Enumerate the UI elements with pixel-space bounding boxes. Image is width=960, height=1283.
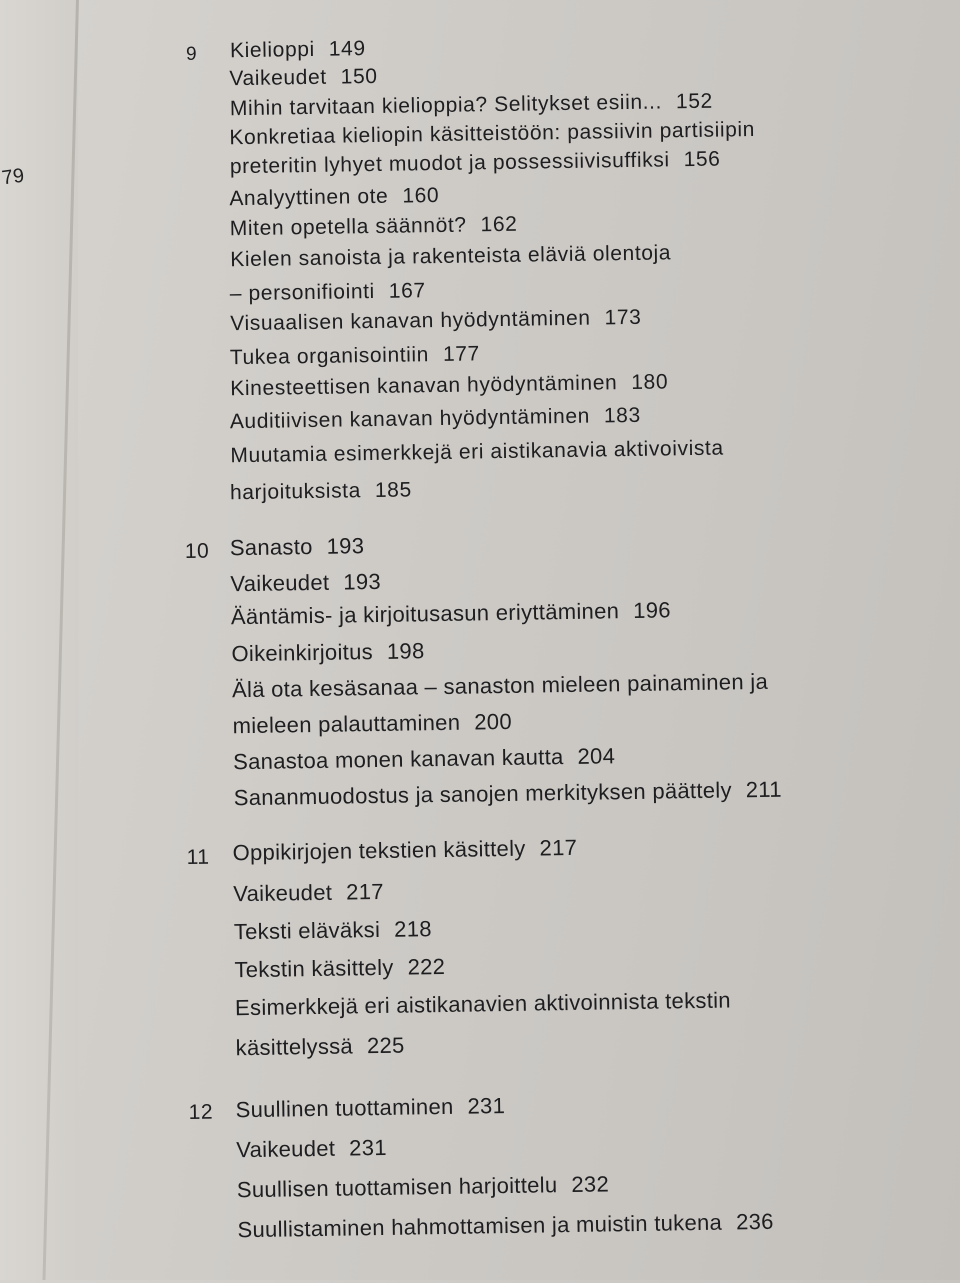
- entry-page: 156: [683, 148, 720, 172]
- toc-entry: [230, 478, 412, 505]
- entry-page: 180: [631, 370, 668, 394]
- entry-text: Teksti eläväksi: [234, 917, 381, 944]
- toc-entry: [237, 1209, 774, 1243]
- toc-entry: [233, 743, 615, 775]
- entry-text: Oikeinkirjoitus: [231, 639, 373, 666]
- entry-text: Kinesteettisen kanavan hyödyntäminen: [230, 371, 617, 400]
- entry-page: 162: [480, 213, 517, 237]
- toc-entry: [236, 1135, 387, 1163]
- toc-entry: [230, 370, 668, 401]
- toc-entry: [230, 148, 721, 180]
- toc-entry: [230, 306, 641, 336]
- toc-entry: [234, 916, 432, 945]
- toc-entry: [229, 184, 439, 211]
- entry-text: Tekstin käsittely: [234, 955, 394, 982]
- chapter-title: [230, 37, 366, 63]
- toc-entry: [230, 342, 480, 370]
- entry-page: 152: [676, 90, 713, 114]
- entry-text: käsittelyssä: [235, 1033, 353, 1060]
- toc-entry: [233, 879, 384, 907]
- entry-text: Tukea organisointiin: [230, 343, 430, 369]
- toc-entry: [231, 638, 424, 667]
- entry-page: 204: [577, 743, 615, 769]
- toc-entry: [234, 777, 782, 812]
- chapter-title: [230, 533, 365, 561]
- entry-text: Esimerkkejä eri aistikanavien aktivoinnista tekstin: [235, 987, 731, 1020]
- entry-text: Miten opetella säännöt?: [230, 214, 467, 241]
- entry-text: Vaikeudet: [236, 1136, 335, 1163]
- chapter-11: [0, 0, 959, 3]
- entry-page: 222: [407, 954, 445, 980]
- entry-page: 173: [604, 306, 641, 330]
- toc-entry: [237, 1171, 610, 1203]
- toc-entry: [232, 669, 782, 704]
- toc-entry: [234, 954, 445, 983]
- toc-entry: [229, 65, 377, 91]
- entry-text: Sanastoa monen kanavan kautta: [233, 744, 564, 774]
- entry-text: Suullistaminen hahmottamisen ja muistin tukena: [237, 1210, 722, 1243]
- entry-page: 217: [346, 879, 384, 905]
- toc-entry: [231, 597, 671, 630]
- chapter-title: [235, 1093, 505, 1123]
- toc-entry: [229, 118, 769, 150]
- entry-page: 200: [474, 709, 512, 735]
- entry-text: Mihin tarvitaan kielioppia? Selitykset esiin...: [230, 90, 662, 120]
- entry-page: 193: [326, 533, 364, 559]
- toc-entry: [230, 213, 518, 242]
- entry-page: 236: [736, 1209, 774, 1235]
- toc-entry: [230, 279, 426, 306]
- entry-page: 218: [394, 916, 432, 942]
- chapter-number: 11: [187, 846, 210, 870]
- entry-text: Vaikeudet: [230, 570, 329, 597]
- bleed-through-page-number: 79: [1, 165, 26, 191]
- entry-text: harjoituksista: [230, 479, 361, 504]
- chapter-12: [0, 0, 959, 3]
- entry-text: Muutamia esimerkkejä eri aistikanavia aktivoivista: [230, 437, 724, 468]
- entry-page: 150: [341, 65, 378, 89]
- entry-text: Auditiivisen kanavan hyödyntäminen: [230, 405, 590, 434]
- chapter-9: [0, 0, 959, 3]
- entry-text: Oppikirjojen tekstien käsittely: [232, 836, 525, 866]
- entry-text: Ääntämis- ja kirjoitusasun eriyttäminen: [231, 598, 620, 629]
- entry-text: Analyyttinen ote: [229, 185, 388, 210]
- entry-page: 217: [539, 835, 577, 861]
- entry-text: Kielen sanoista ja rakenteista eläviä olentoja: [230, 241, 671, 271]
- entry-text: Sanasto: [230, 534, 313, 560]
- toc-entry: [235, 987, 745, 1021]
- entry-text: Visuaalisen kanavan hyödyntäminen: [230, 307, 591, 336]
- entry-text: – personifiointi: [230, 280, 375, 305]
- entry-page: 232: [571, 1171, 609, 1197]
- entry-page: 149: [329, 37, 366, 61]
- entry-text: Sananmuodostus ja sanojen merkityksen päättely: [234, 777, 732, 810]
- entry-page: 185: [375, 478, 412, 502]
- toc-entry: [235, 1033, 404, 1062]
- entry-page: 198: [387, 638, 425, 664]
- entry-text: preteritin lyhyet muodot ja possessiivisuffiksi: [230, 148, 670, 178]
- entry-text: Vaikeudet: [233, 880, 332, 907]
- entry-text: Vaikeudet: [229, 66, 327, 91]
- chapter-10: [0, 0, 959, 3]
- entry-text: Konkretiaa kieliopin käsitteistöön: passiivin partisiipin: [229, 118, 755, 149]
- toc-entry: [230, 436, 738, 468]
- chapter-title: [232, 835, 577, 866]
- entry-text: Älä ota kesäsanaa – sanaston mieleen painaminen ja: [232, 669, 768, 702]
- toc-entry: [230, 404, 641, 434]
- entry-page: 193: [343, 569, 381, 595]
- entry-page: 160: [402, 184, 439, 208]
- chapter-number: 10: [185, 540, 210, 564]
- entry-page: 231: [467, 1093, 505, 1119]
- entry-page: 196: [633, 597, 671, 623]
- entry-text: mieleen palauttaminen: [232, 710, 460, 739]
- entry-page: 231: [349, 1135, 387, 1161]
- entry-page: 211: [746, 777, 782, 803]
- toc-entry: [230, 90, 713, 122]
- entry-page: 177: [443, 342, 480, 366]
- toc-entry: [230, 241, 685, 272]
- entry-text: Kielioppi: [230, 38, 315, 62]
- chapter-number: 12: [189, 1101, 214, 1125]
- toc-entry: [232, 709, 512, 739]
- entry-text: Suullisen tuottamisen harjoittelu: [237, 1172, 558, 1202]
- toc-entry: [230, 569, 381, 597]
- entry-page: 167: [389, 279, 426, 303]
- entry-page: 183: [604, 404, 641, 428]
- chapter-number: 9: [186, 44, 197, 66]
- entry-text: Suullinen tuottaminen: [235, 1094, 453, 1122]
- entry-page: 225: [367, 1033, 405, 1059]
